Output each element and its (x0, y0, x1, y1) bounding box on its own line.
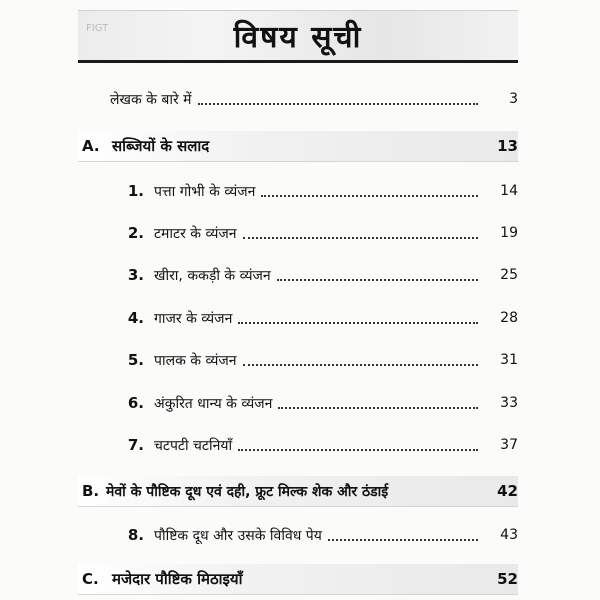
toc-page-number: 31 (500, 352, 518, 368)
toc-item-number: 6. (127, 394, 144, 412)
dot-leader (261, 195, 478, 197)
toc-section-letter: B. (82, 482, 100, 500)
toc-item-3 (78, 261, 518, 289)
toc-label: अंकुरित धान्य के व्यंजन (154, 395, 273, 412)
toc-page-number: 25 (500, 267, 518, 283)
toc-section-letter: C. (82, 570, 99, 588)
toc-section-b (78, 476, 518, 507)
dot-leader (198, 103, 478, 105)
dot-leader (328, 539, 478, 541)
toc-row-intro (78, 85, 518, 113)
toc-page-number: 28 (500, 310, 518, 326)
toc-label: पालक के व्यंजन (154, 352, 237, 369)
toc-page-number: 14 (500, 183, 518, 199)
dot-leader (238, 449, 478, 451)
toc-item-number: 4. (127, 309, 144, 327)
toc-label: मेवों के पौष्टिक दूध एवं दही, फ्रूट मिल्क शेक और ठंडाई (106, 483, 389, 500)
toc-label: टमाटर के व्यंजन (154, 225, 237, 242)
page-title: विषय सूची (233, 20, 363, 55)
toc-page-number: 52 (497, 570, 518, 588)
faint-bleed-text: FIGT (86, 23, 109, 34)
toc-item-1 (78, 177, 518, 205)
toc-label: सब्जियों के सलाद (112, 137, 210, 155)
toc-label: गाजर के व्यंजन (154, 310, 233, 327)
toc-item-2 (78, 219, 518, 247)
title-band (78, 10, 518, 63)
toc-item-8 (78, 521, 518, 549)
toc-section-c (78, 564, 518, 595)
dot-leader (277, 279, 478, 281)
toc-label: खीरा, ककड़ी के व्यंजन (154, 267, 271, 284)
toc-page-number: 13 (497, 137, 518, 155)
toc-item-number: 7. (127, 436, 144, 454)
toc-item-number: 2. (127, 224, 144, 242)
toc-item-6 (78, 389, 518, 417)
toc-item-5 (78, 346, 518, 374)
toc-item-number: 5. (127, 351, 144, 369)
dot-leader (243, 237, 478, 239)
toc-label: पौष्टिक दूध और उसके विविध पेय (154, 527, 322, 544)
toc-item-7 (78, 431, 518, 459)
toc-label: पत्ता गोभी के व्यंजन (154, 183, 256, 200)
toc-page-number: 37 (500, 437, 518, 453)
dot-leader (238, 322, 478, 324)
toc-label: चटपटी चटनियाँ (154, 437, 233, 454)
toc-page-number: 19 (500, 225, 518, 241)
toc-item-number: 8. (127, 526, 144, 544)
toc-page-number: 33 (500, 395, 518, 411)
title-underline (78, 60, 518, 63)
toc-item-number: 1. (127, 182, 144, 200)
toc-page-number: 42 (497, 482, 518, 500)
dot-leader (278, 407, 478, 409)
toc-section-a (78, 131, 518, 162)
toc-page-number: 43 (500, 527, 518, 543)
dot-leader (243, 364, 478, 366)
toc-page-number: 3 (509, 91, 518, 107)
toc-label: मजेदार पौष्टिक मिठाइयाँ (112, 570, 243, 588)
toc-item-4 (78, 304, 518, 332)
toc-section-letter: A. (82, 137, 100, 155)
toc-item-number: 3. (127, 266, 144, 284)
toc-label: लेखक के बारे में (110, 91, 192, 108)
